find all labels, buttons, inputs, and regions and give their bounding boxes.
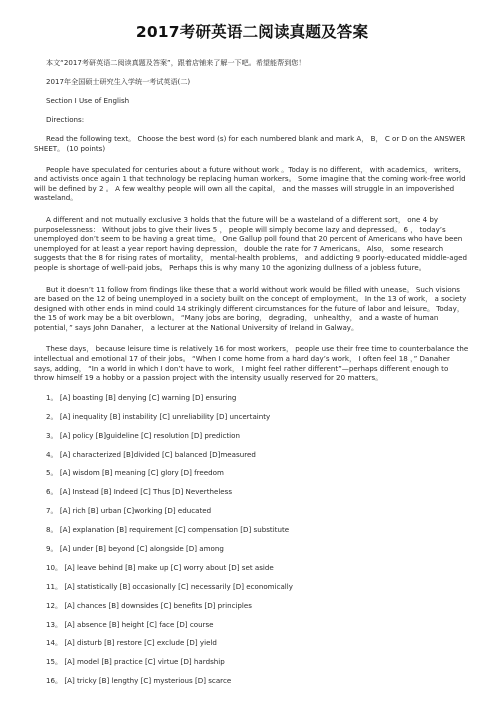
directions-text: Read the following text。 Choose the best word (s) for each numbered blank and mark A， B， C or D on the ANSWER SHEET。 (10 points): [34, 134, 466, 153]
option-item: 2。 [A] inequality [B] instability [C] unreliability [D] uncertainty: [46, 411, 271, 421]
passage-paragraph-3: But it doesn’t 11 follow from findings like these that a world without work would be filled with unease。 Such visions are based on the 12 of being unemployed in a society built on the concept of employment。 In the 13 of work， a society designed with other ends in mind could 14 strikingly different circumstances for the future of labor and leisure。 Today， the 15 of work may be a bit overblown。 “Many jobs are boring， degrading， unhealthy， and a waste of human potential，” says John Danaher， a lecturer at the National University of Ireland in Galway。: [34, 284, 467, 332]
answer-options-list: [34, 393, 470, 695]
option-item: 5。 [A] wisdom [B] meaning [C] glory [D] freedom: [46, 468, 224, 478]
option-item: 8。 [A] explanation [B] requirement [C] compensation [D] substitute: [46, 525, 290, 535]
option-item: 7。 [A] rich [B] urban [C]working [D] educated: [46, 506, 212, 516]
option-item: 11。 [A] statistically [B] occasionally [C] necessarily [D] economically: [46, 581, 293, 591]
intro-line: 本文“2017考研英语二阅读真题及答案”，跟着店铺来了解一下吧。希望能帮到您！: [46, 58, 306, 67]
option-item: 15。 [A] model [B] practice [C] virtue [D] hardship: [46, 657, 225, 667]
option-item: 9。 [A] under [B] beyond [C] alongside [D] among: [46, 543, 224, 553]
option-item: 1。 [A] boasting [B] denying [C] warning [D] ensuring: [46, 392, 237, 402]
passage-paragraph-1: People have speculated for centuries about a future without work 。Today is no different， with academics， writers, and activists once again 1 that technology be replacing human workers。 Some imagine that the coming work-free world will be defined by 2 。 A few wealthy people will own all the capital， and the masses will struggle in an impoverished wasteland。: [34, 164, 466, 203]
section-heading: Section I Use of English: [46, 96, 130, 106]
option-item: 10。 [A] leave behind [B] make up [C] worry about [D] set aside: [46, 562, 274, 572]
option-item: 6。 [A] Instead [B] Indeed [C] Thus [D] Nevertheless: [46, 487, 233, 497]
directions-label: Directions:: [46, 115, 85, 125]
page-title: 2017考研英语二阅读真题及答案: [135, 23, 369, 41]
option-item: 13。 [A] absence [B] height [C] face [D] course: [46, 619, 214, 629]
exam-title: 2017年全国硕士研究生入学统一考试英语(二): [46, 77, 191, 87]
passage-paragraph-4: These days， because leisure time is relatively 16 for most workers， people use their free time to counterbalance the intellectual and emotional 17 of their jobs。 “When I come home from a hard day’s work， I often feel 18 ，” Danaher says, adding， “In a world in which I don’t have to work， I might feel rather different”—perhaps different enough to throw himself 19 a hobby or a passion project with the intensity usually reserved for 20 matters。: [34, 344, 469, 383]
option-item: 4。 [A] characterized [B]divided [C] balanced [D]measured: [46, 449, 256, 459]
passage-paragraph-2: A different and not mutually exclusive 3 holds that the future will be a wasteland of a different sort， one 4 by purposelessness： Without jobs to give their lives 5 ， people will simply become lazy and depressed。 6 ， today’s unemployed don’t seem to be having a great time。 One Gallup poll found that 20 percent of Americans who have been unemployed for at least a year report having depression， double the rate for 7 Americans。 Also， some research suggests that the 8 for rising rates of mortality， mental-health problems， and addicting 9 poorly-educated middle-aged people is shortage of well-paid jobs。 Perhaps this is why many 10 the agonizing dullness of a jobless future。: [34, 214, 467, 272]
option-item: 3。 [A] policy [B]guideline [C] resolution [D] prediction: [46, 430, 240, 440]
option-item: 16。 [A] tricky [B] lengthy [C] mysterious [D] scarce: [46, 676, 232, 686]
option-item: 14。 [A] disturb [B] restore [C] exclude [D] yield: [46, 638, 217, 648]
option-item: 12。 [A] chances [B] downsides [C] benefits [D] principles: [46, 600, 252, 610]
